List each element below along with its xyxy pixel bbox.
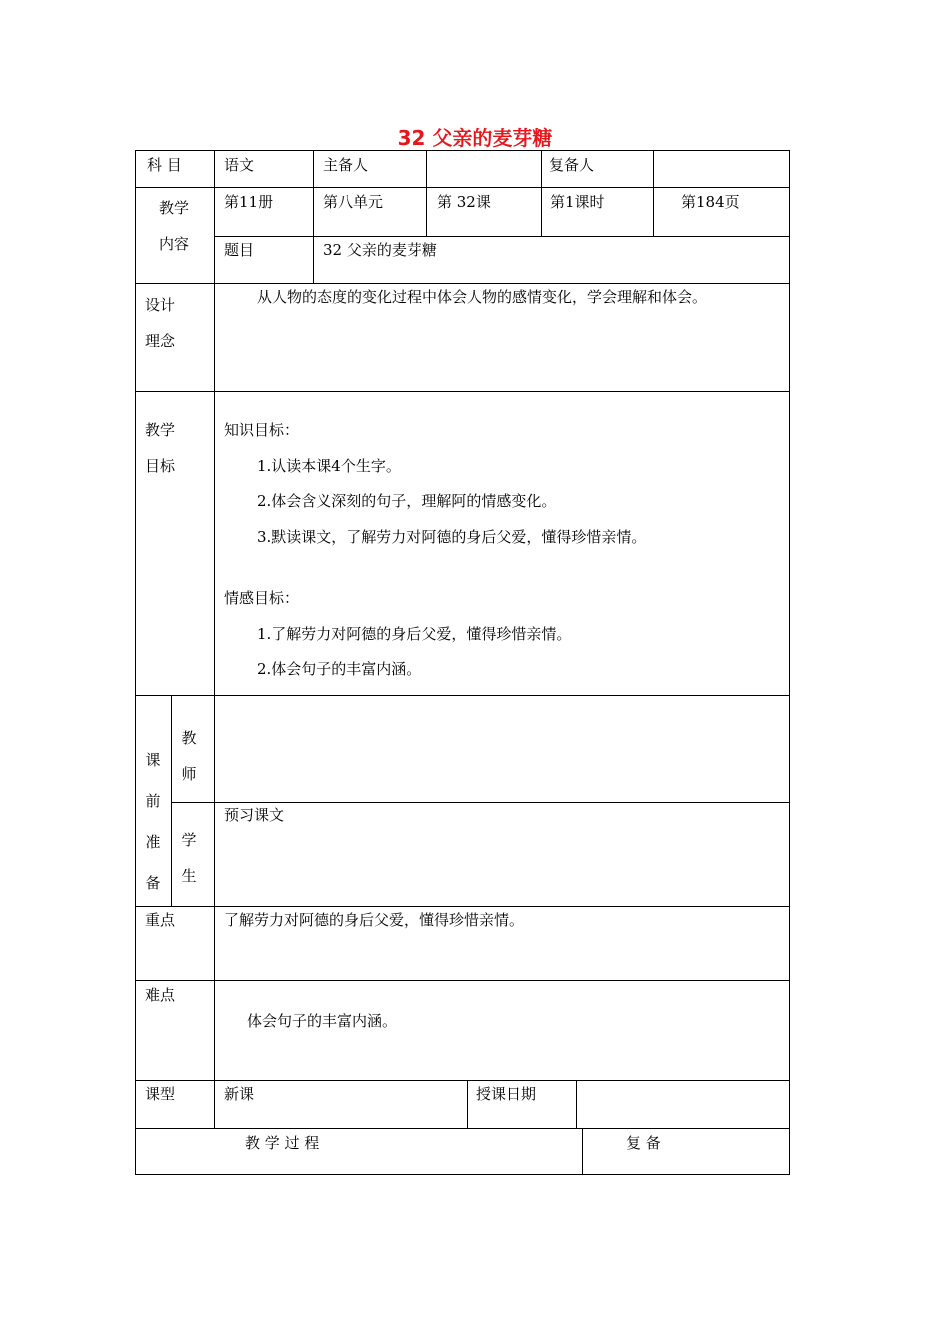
prep-student-value: 预习课文	[224, 806, 285, 824]
prep-teacher-label: 教师	[181, 729, 197, 783]
review-label: 复 备	[626, 1134, 661, 1152]
subject-label: 科 目	[147, 156, 182, 174]
knowledge-item: 3.默读课文，了解劳力对阿德的身后父爱，懂得珍惜亲情。	[257, 528, 647, 546]
content-unit: 第八单元	[323, 193, 384, 211]
difficulty-text: 体会句子的丰富内涵。	[247, 1012, 398, 1030]
content-period: 第1课时	[550, 193, 605, 211]
page-title: 32 父亲的麦芽糖	[397, 126, 553, 150]
lesson-type-value: 新课	[224, 1085, 255, 1103]
design-text: 从人物的态度的变化过程中体会人物的感情变化，学会理解和体会。	[257, 288, 708, 306]
content-label: 教学内容	[159, 199, 190, 253]
knowledge-item: 2.体会含义深刻的句子，理解阿的情感变化。	[257, 492, 557, 510]
design-label: 设计理念	[145, 296, 176, 350]
prep-label: 课前准备	[145, 751, 161, 892]
lesson-plan-table	[135, 150, 790, 1175]
prep-student-label: 学生	[181, 831, 197, 885]
emotion-heading: 情感目标：	[224, 589, 300, 607]
knowledge-heading: 知识目标：	[224, 421, 300, 439]
difficulty-label: 难点	[145, 986, 176, 1004]
content-page: 第184页	[681, 193, 740, 211]
key-point-label: 重点	[145, 911, 176, 929]
lesson-date-label: 授课日期	[476, 1085, 537, 1103]
emotion-item: 2.体会句子的丰富内涵。	[257, 660, 422, 678]
content-lesson: 第 32课	[437, 193, 491, 211]
knowledge-item: 1.认读本课4个生字。	[257, 457, 401, 475]
topic-label: 题目	[224, 241, 255, 259]
main-preparer-label: 主备人	[323, 156, 369, 174]
co-preparer-label: 复备人	[549, 156, 595, 174]
goals-label: 教学目标	[145, 421, 176, 475]
topic-value: 32 父亲的麦芽糖	[323, 241, 437, 259]
process-label: 教 学 过 程	[245, 1134, 320, 1152]
lesson-type-label: 课型	[145, 1085, 176, 1103]
emotion-item: 1.了解劳力对阿德的身后父爱，懂得珍惜亲情。	[257, 625, 572, 643]
content-book: 第11册	[224, 193, 274, 211]
key-point-text: 了解劳力对阿德的身后父爱，懂得珍惜亲情。	[224, 911, 525, 929]
subject-value: 语文	[224, 156, 255, 174]
